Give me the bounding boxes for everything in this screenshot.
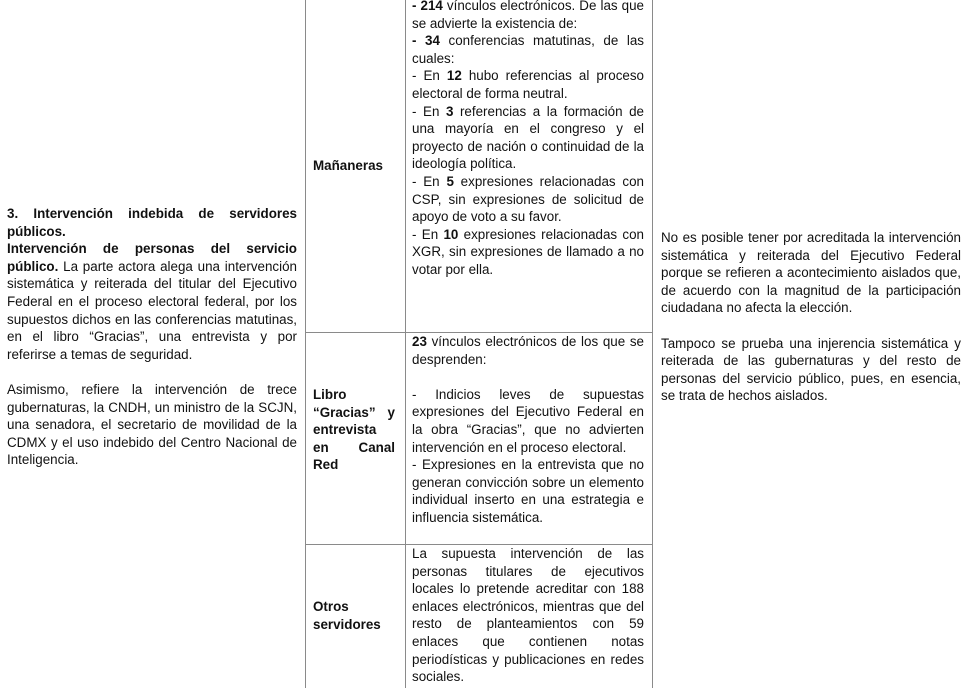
right-para-1: No es posible tener por acreditada la intervención sistemática y reiterada del Ejecutivo Federal porque se refieren a acontecimiento aislados que, de acuerdo con la magnitud de la participación ciudadana no afecta la elección. [661, 230, 961, 316]
left-heading [7, 205, 297, 240]
right-para-2: Tampoco se prueba una injerencia sistemática y reiterada de las gubernaturas y del resto de personas del servicio público, pues, en esencia, se trata de hechos aislados. [661, 335, 961, 404]
row-label-text: Mañaneras [313, 158, 383, 173]
list-item: - En 12 hubo referencias al proceso electoral de forma neutral. [412, 68, 644, 101]
row-label-text: Libro “Gracias” y entrevista en Canal Red [313, 387, 395, 473]
list-item: La supuesta intervención de las personas titulares de ejecutivos locales lo pretende acreditar con 188 enlaces electrónicos, mientras que del resto de planteamientos con 59 enlaces que contienen notas periodísticas y publicaciones en redes sociales. [412, 546, 644, 685]
left-cell [7, 205, 297, 469]
list-item: - Indicios leves de supuestas expresiones del Ejecutivo Federal en la obra “Gracias”, que no advierten intervención en el proceso electoral. [412, 386, 644, 455]
left-para-2 [7, 381, 297, 469]
table-border-left [305, 0, 306, 688]
list-item: - Expresiones en la entrevista que no generan convicción sobre un elemento individual inserto en una estrategia e influencia sistemática. [412, 457, 644, 525]
list-item: 23 vínculos electrónicos de los que se desprenden: [412, 334, 644, 367]
row-label-text: Otros servidores [313, 599, 381, 632]
para1-text: La parte actora alega una intervención sistemática y reiterada del titular del Ejecutivo Federal en el proceso electoral federal, por los supuestos dichos en las conferencias matutinas, en el libro “Gracias”, una entrevista y por referirse a temas de seguridad. [7, 258, 297, 362]
list-item: - 214 vínculos electrónicos. De las que se advierte la existencia de: [412, 0, 644, 31]
row-label-mananeras [313, 157, 397, 175]
list-item: - En 5 expresiones relacionadas con CSP, sin expresiones de solicitud de apoyo de voto a su favor. [412, 173, 645, 225]
list-item: - En 10 expresiones relacionadas con XGR, sin expresiones de llamado a no votar por ella. [412, 226, 644, 277]
list-item: - En 3 referencias a la formación de una mayoría en el congreso y el proyecto de nación o continuidad de la ideología política. [412, 103, 644, 172]
row-label-libro [313, 386, 395, 474]
left-para-1 [7, 240, 297, 363]
row-label-otros [313, 598, 397, 633]
row-content-mananeras [412, 0, 644, 279]
row-content-otros [412, 545, 644, 686]
subheading-text: Intervención de personas del servicio público. [7, 241, 297, 274]
heading-text: 3. Intervención indebida de servidores públicos. [7, 206, 297, 239]
table-border-mid [405, 0, 406, 688]
para2-text: Asimismo, refiere la intervención de trece gubernaturas, la CNDH, un ministro de la SCJN, una senadora, el secretario de movilidad de la CDMX y el uso indebido del Centro Nacional de Inteligencia. [7, 381, 297, 468]
table-border-right [652, 0, 653, 688]
list-item: - 34 conferencias matutinas, de las cuales: [412, 33, 644, 66]
right-cell [661, 229, 961, 405]
row-content-libro [412, 333, 644, 527]
